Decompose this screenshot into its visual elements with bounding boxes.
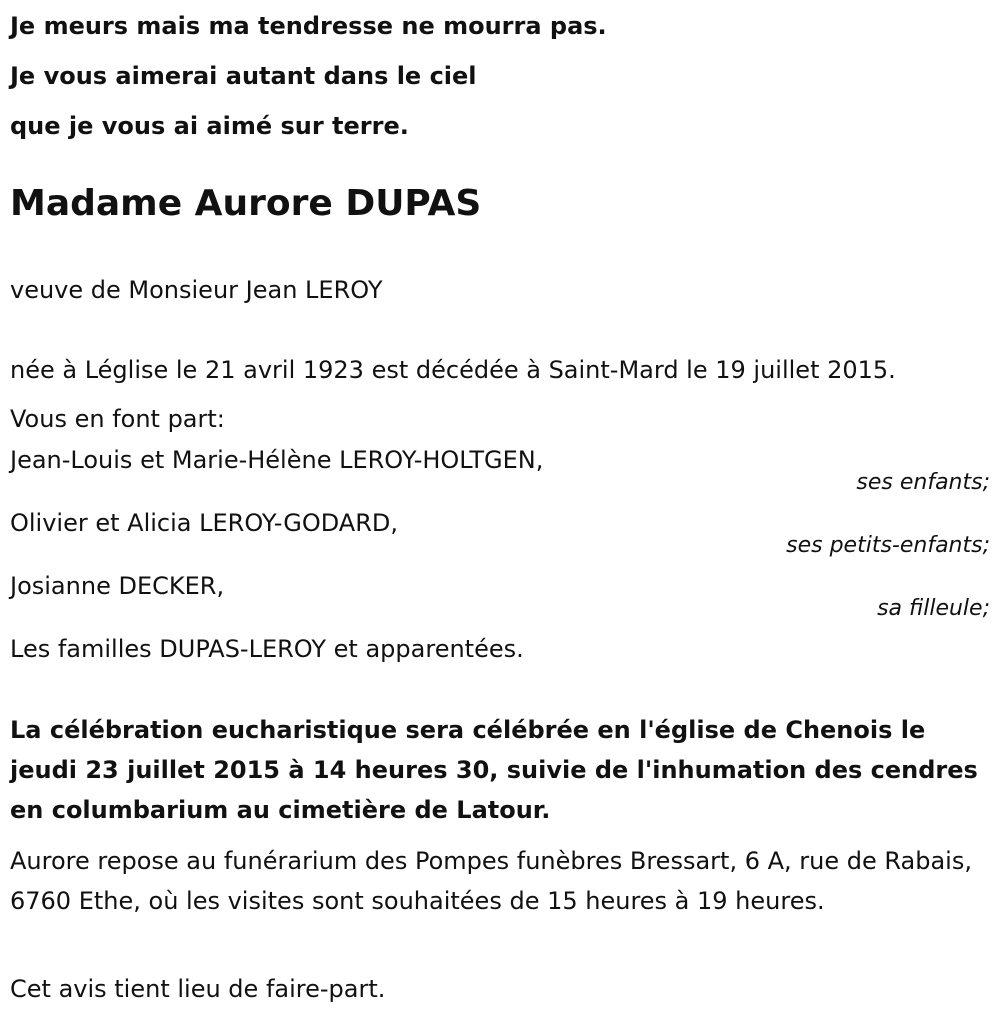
announcers-intro: Vous en font part:	[10, 405, 225, 433]
visitation-paragraph: Aurore repose au funérarium des Pompes funèbres Bressart, 6 A, rue de Rabais, 6760 Ethe, où les visites sont souhaitées de 15 heures à 19 heures.	[10, 847, 972, 915]
epigraph-quote	[10, 0, 990, 151]
quote-line-1: Je meurs mais ma tendresse ne mourra pas.	[10, 12, 607, 40]
announcer-names: Jean-Louis et Marie-Hélène LEROY-HOLTGEN,	[10, 446, 544, 474]
closing-line: Cet avis tient lieu de faire-part.	[10, 975, 386, 1003]
quote-line-3: que je vous ai aimé sur terre.	[10, 112, 409, 140]
announcer-names: Olivier et Alicia LEROY-GODARD,	[10, 509, 399, 537]
announcer-role: ses enfants;	[856, 470, 990, 495]
spouse-line: veuve de Monsieur Jean LEROY	[10, 276, 383, 304]
families-line: Les familles DUPAS-LEROY et apparentées.	[10, 635, 524, 663]
obituary-notice	[10, 0, 990, 1003]
deceased-name: Madame Aurore DUPAS	[10, 183, 482, 224]
announcer-role: sa filleule;	[877, 596, 990, 621]
announcer-names: Josianne DECKER,	[10, 572, 225, 600]
announcer-role: ses petits-enfants;	[786, 533, 990, 558]
ceremony-paragraph: La célébration eucharistique sera célébrée en l'église de Chenois le jeudi 23 juillet 2015 à 14 heures 30, suivie de l'inhumation des cendres en columbarium au cimetière de Latour.	[10, 716, 978, 824]
birth-death-line: née à Léglise le 21 avril 1923 est décédée à Saint-Mard le 19 juillet 2015.	[10, 356, 896, 384]
quote-line-2: Je vous aimerai autant dans le ciel	[10, 62, 477, 90]
